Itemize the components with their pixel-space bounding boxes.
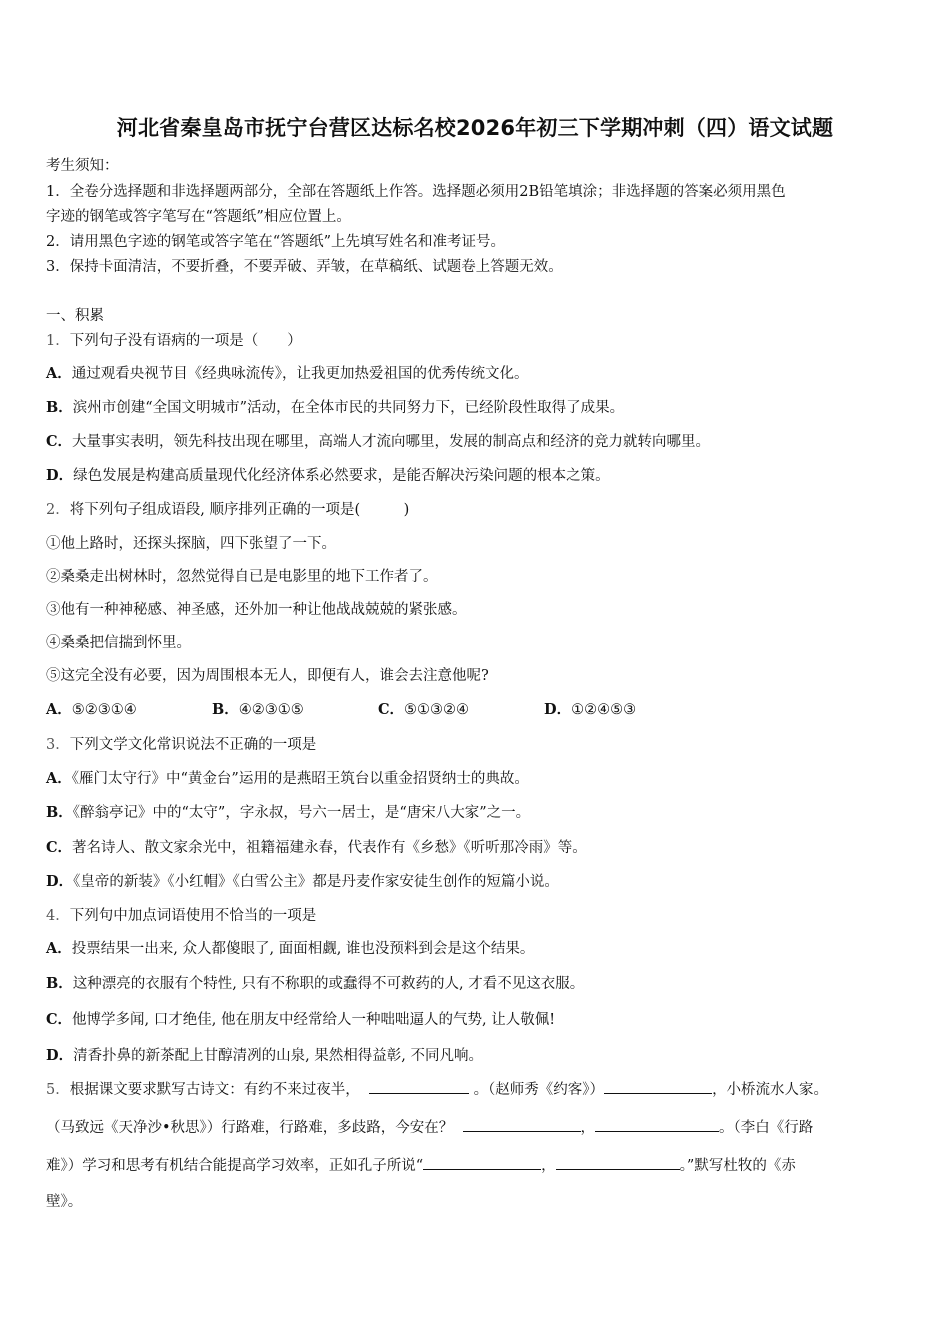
q4-option-d: D．清香扑鼻的新茶配上甘醇清冽的山泉, 果然相得益彰, 不同凡响。 (46, 1047, 484, 1064)
notice-item-2: 2．请用黑色字迹的钢笔或答字笔在“答题纸”上先填写姓名和准考证号。 (46, 234, 506, 250)
question-3: 3．下列文学文化常识说法不正确的一项是 (46, 737, 317, 753)
question-4: 4．下列句中加点词语使用不恰当的一项是 (46, 908, 317, 924)
question-5-line-3: 难》）学习和思考有机结合能提高学习效率，正如孔子所说“ ， 。”默写杜牧的《赤 (46, 1154, 796, 1175)
q2-option-c: C．⑤①③②④ (378, 701, 470, 718)
question-2: 2．将下列句子组成语段, 顺序排列正确的一项是( ) (46, 502, 410, 518)
q2-options (46, 698, 710, 719)
q1-option-a: A．通过观看央视节目《经典咏流传》，让我更加热爱祖国的优秀传统文化。 (46, 365, 529, 382)
q1-option-d: D．绿色发展是构建高质量现代化经济体系必然要求，是能否解决污染问题的根本之策。 (46, 467, 610, 484)
notice-heading: 考生须知： (46, 158, 119, 174)
question-1 (46, 329, 302, 350)
q2-sentence-2: ②桑桑走出树林时，忽然觉得自已是电影里的地下工作者了。 (46, 569, 438, 585)
question-number: 1． (46, 333, 70, 349)
q2-sentence-3: ③他有一种神秘感、神圣感，还外加一种让他战战兢兢的紧张感。 (46, 602, 467, 618)
answer-blank[interactable] (463, 1116, 581, 1132)
q3-option-b: B．《醉翁亭记》中的“太守”，字永叔，号六一居士，是“唐宋八大家”之一。 (46, 804, 531, 821)
q2-option-d: D．①②④⑤③ (544, 701, 637, 718)
page-title: 河北省秦皇岛市抚宁台营区达标名校2026年初三下学期冲刺（四）语文试题 (116, 116, 834, 140)
q4-option-a: A．投票结果一出来, 众人都傻眼了, 面面相觑, 谁也没预料到会是这个结果。 (46, 940, 535, 957)
answer-blank[interactable] (556, 1154, 680, 1170)
q3-option-a: A．《雁门太守行》中“黄金台”运用的是燕昭王筑台以重金招贤纳士的典故。 (46, 770, 529, 787)
question-5-line-2: （马致远《天净沙•秋思》）行路难，行路难，多歧路，今安在？ ， 。（李白《行路 (46, 1116, 813, 1137)
answer-blank[interactable] (604, 1078, 712, 1094)
q2-option-a: A．⑤②③①④ (46, 701, 137, 718)
question-5-line-4: 壁》。 (46, 1194, 83, 1210)
answer-blank[interactable] (423, 1154, 541, 1170)
q2-sentence-5: ⑤这完全没有必要，因为周围根本无人，即便有人，谁会去注意他呢? (46, 668, 489, 684)
question-stem: 下列句子没有语病的一项是（ ） (69, 333, 302, 349)
q4-option-c: C．他博学多闻, 口才绝佳, 他在朋友中经常给人一种咄咄逼人的气势, 让人敬佩! (46, 1011, 556, 1028)
notice-item-3: 3．保持卡面清洁，不要折叠，不要弄破、弄皱，在草稿纸、试题卷上答题无效。 (46, 259, 563, 275)
answer-blank[interactable] (369, 1078, 469, 1094)
section-heading: 一、积累 (46, 308, 104, 324)
question-5-line-1: 5．根据课文要求默写古诗文：有约不来过夜半， 。（赵师秀《约客》） ，小桥流水人家。 (46, 1078, 828, 1099)
q1-option-c: C．大量事实表明，领先科技出现在哪里，高端人才流向哪里，发展的制高点和经济的竞力就转向哪里。 (46, 433, 711, 450)
answer-blank[interactable] (595, 1116, 719, 1132)
notice-item-1-cont: 字迹的钢笔或答字笔写在“答题纸”相应位置上。 (46, 209, 351, 225)
q4-option-b: B．这种漂亮的衣服有个特性, 只有不称职的或蠢得不可救药的人, 才看不见这衣服。 (46, 975, 585, 992)
q3-option-c: C．著名诗人、散文家余光中，祖籍福建永春，代表作有《乡愁》《听听那冷雨》等。 (46, 839, 587, 856)
q2-option-b: B．④②③①⑤ (212, 701, 304, 718)
q3-option-d: D．《皇帝的新装》《小红帽》《白雪公主》都是丹麦作家安徒生创作的短篇小说。 (46, 873, 559, 890)
q1-option-b: B．滨州市创建“全国文明城市”活动，在全体市民的共同努力下，已经阶段性取得了成果。 (46, 399, 625, 416)
q2-sentence-1: ①他上路时，还探头探脑，四下张望了一下。 (46, 536, 336, 552)
notice-item-1: 1．全卷分选择题和非选择题两部分，全部在答题纸上作答。选择题必须用2B铅笔填涂；非选择题的答案必须用黑色 (46, 184, 786, 200)
q2-sentence-4: ④桑桑把信揣到怀里。 (46, 635, 191, 651)
